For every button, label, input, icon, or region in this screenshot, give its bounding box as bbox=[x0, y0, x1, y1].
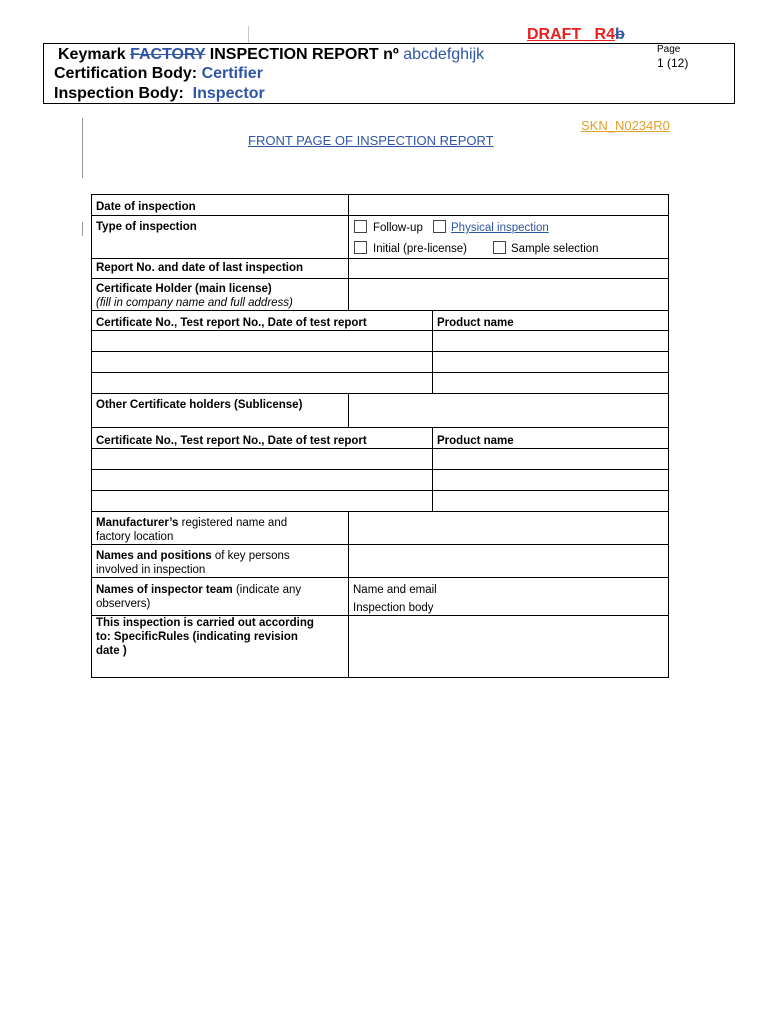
cert-no-entry-cell[interactable] bbox=[91, 372, 433, 394]
initial-label: Initial (pre-license) bbox=[373, 243, 467, 255]
product-name-entry-cell[interactable] bbox=[432, 469, 669, 491]
names-positions-label bbox=[96, 549, 290, 563]
names-positions-line2: involved in inspection bbox=[96, 564, 206, 576]
cert-no-entry-cell[interactable] bbox=[91, 490, 433, 512]
initial-checkbox[interactable] bbox=[354, 241, 367, 254]
product-name-header: Product name bbox=[437, 317, 514, 329]
document-code-link[interactable]: SKN_N0234R0 bbox=[581, 118, 670, 133]
keymark-label: Keymark bbox=[58, 46, 126, 63]
page-label: Page bbox=[657, 44, 681, 55]
inspection-body-line bbox=[54, 85, 265, 103]
cert-body-value: Certifier bbox=[201, 65, 263, 82]
date-of-inspection-label: Date of inspection bbox=[96, 201, 196, 213]
cert-no-entry-cell[interactable] bbox=[91, 448, 433, 470]
name-and-email-text: Name and email bbox=[353, 584, 437, 596]
sublicense-input-cell[interactable] bbox=[348, 393, 669, 428]
key-persons-input-cell[interactable] bbox=[348, 544, 669, 578]
product-name-entry-cell[interactable] bbox=[432, 490, 669, 512]
rules-line-3: date ) bbox=[96, 645, 127, 657]
cert-body-label: Certification Body: bbox=[54, 65, 198, 82]
insp-body-label: Inspection Body: bbox=[54, 85, 184, 102]
cert-no-entry-cell[interactable] bbox=[91, 469, 433, 491]
type-of-inspection-label: Type of inspection bbox=[96, 221, 197, 233]
draft-marker bbox=[527, 26, 625, 44]
inspection-body-text: Inspection body bbox=[353, 602, 434, 614]
product-name-entry-cell[interactable] bbox=[432, 330, 669, 352]
left-change-bar bbox=[82, 118, 83, 178]
followup-label: Follow-up bbox=[373, 222, 423, 234]
factory-struck-text: FACTORY bbox=[130, 46, 206, 63]
product-name-entry-cell[interactable] bbox=[432, 351, 669, 373]
manufacturer-rest: registered name and bbox=[178, 517, 288, 529]
inspector-team-rest: (indicate any bbox=[232, 584, 302, 596]
manufacturer-label bbox=[96, 516, 287, 530]
header-title-line bbox=[58, 46, 484, 64]
product-name-header-2: Product name bbox=[437, 435, 514, 447]
rules-input-cell[interactable] bbox=[348, 615, 669, 678]
front-page-title: FRONT PAGE OF INSPECTION REPORT bbox=[248, 133, 494, 148]
left-change-bar-2 bbox=[82, 222, 83, 236]
rules-line-2: to: SpecificRules (indicating revision bbox=[96, 631, 298, 643]
cert-no-entry-cell[interactable] bbox=[91, 330, 433, 352]
manufacturer-input-cell[interactable] bbox=[348, 511, 669, 545]
cert-holder-input-cell[interactable] bbox=[348, 278, 669, 311]
date-input-cell[interactable] bbox=[348, 194, 669, 216]
inspector-team-line2: observers) bbox=[96, 598, 151, 610]
product-name-entry-cell[interactable] bbox=[432, 448, 669, 470]
report-no-last-label: Report No. and date of last inspection bbox=[96, 262, 304, 274]
product-name-entry-cell[interactable] bbox=[432, 372, 669, 394]
inspector-team-bold: Names of inspector team bbox=[96, 584, 233, 596]
insp-body-value: Inspector bbox=[192, 85, 265, 102]
report-header bbox=[43, 43, 735, 104]
manufacturer-label-line2: factory location bbox=[96, 531, 174, 543]
physical-inspection-checkbox[interactable] bbox=[433, 220, 446, 233]
cert-no-entry-cell[interactable] bbox=[91, 351, 433, 373]
sample-selection-checkbox[interactable] bbox=[493, 241, 506, 254]
draft-label: DRAFT _R4 bbox=[527, 26, 616, 43]
physical-inspection-label: Physical inspection bbox=[451, 222, 549, 234]
page-number: 1 (12) bbox=[657, 56, 689, 70]
report-title: INSPECTION REPORT nº bbox=[209, 46, 399, 63]
cert-no-header-2: Certificate No., Test report No., Date of test report bbox=[96, 435, 367, 447]
certification-body-line bbox=[54, 65, 263, 83]
followup-checkbox[interactable] bbox=[354, 220, 367, 233]
cert-no-header: Certificate No., Test report No., Date of test report bbox=[96, 317, 367, 329]
names-positions-bold: Names and positions bbox=[96, 550, 212, 562]
report-number: abcdefghijk bbox=[403, 46, 485, 63]
rules-line-1: This inspection is carried out according bbox=[96, 617, 314, 629]
sample-selection-label: Sample selection bbox=[511, 243, 599, 255]
manufacturer-bold: Manufacturer’s bbox=[96, 517, 179, 529]
cert-holder-note: (fill in company name and full address) bbox=[96, 297, 293, 309]
draft-suffix: b bbox=[615, 26, 625, 43]
names-positions-rest: of key persons bbox=[211, 550, 290, 562]
inspector-team-label bbox=[96, 583, 301, 597]
cert-holder-label: Certificate Holder (main license) bbox=[96, 283, 272, 295]
top-change-bar bbox=[248, 26, 249, 44]
report-no-input-cell[interactable] bbox=[348, 258, 669, 279]
other-cert-holders-label: Other Certificate holders (Sublicense) bbox=[96, 399, 303, 411]
